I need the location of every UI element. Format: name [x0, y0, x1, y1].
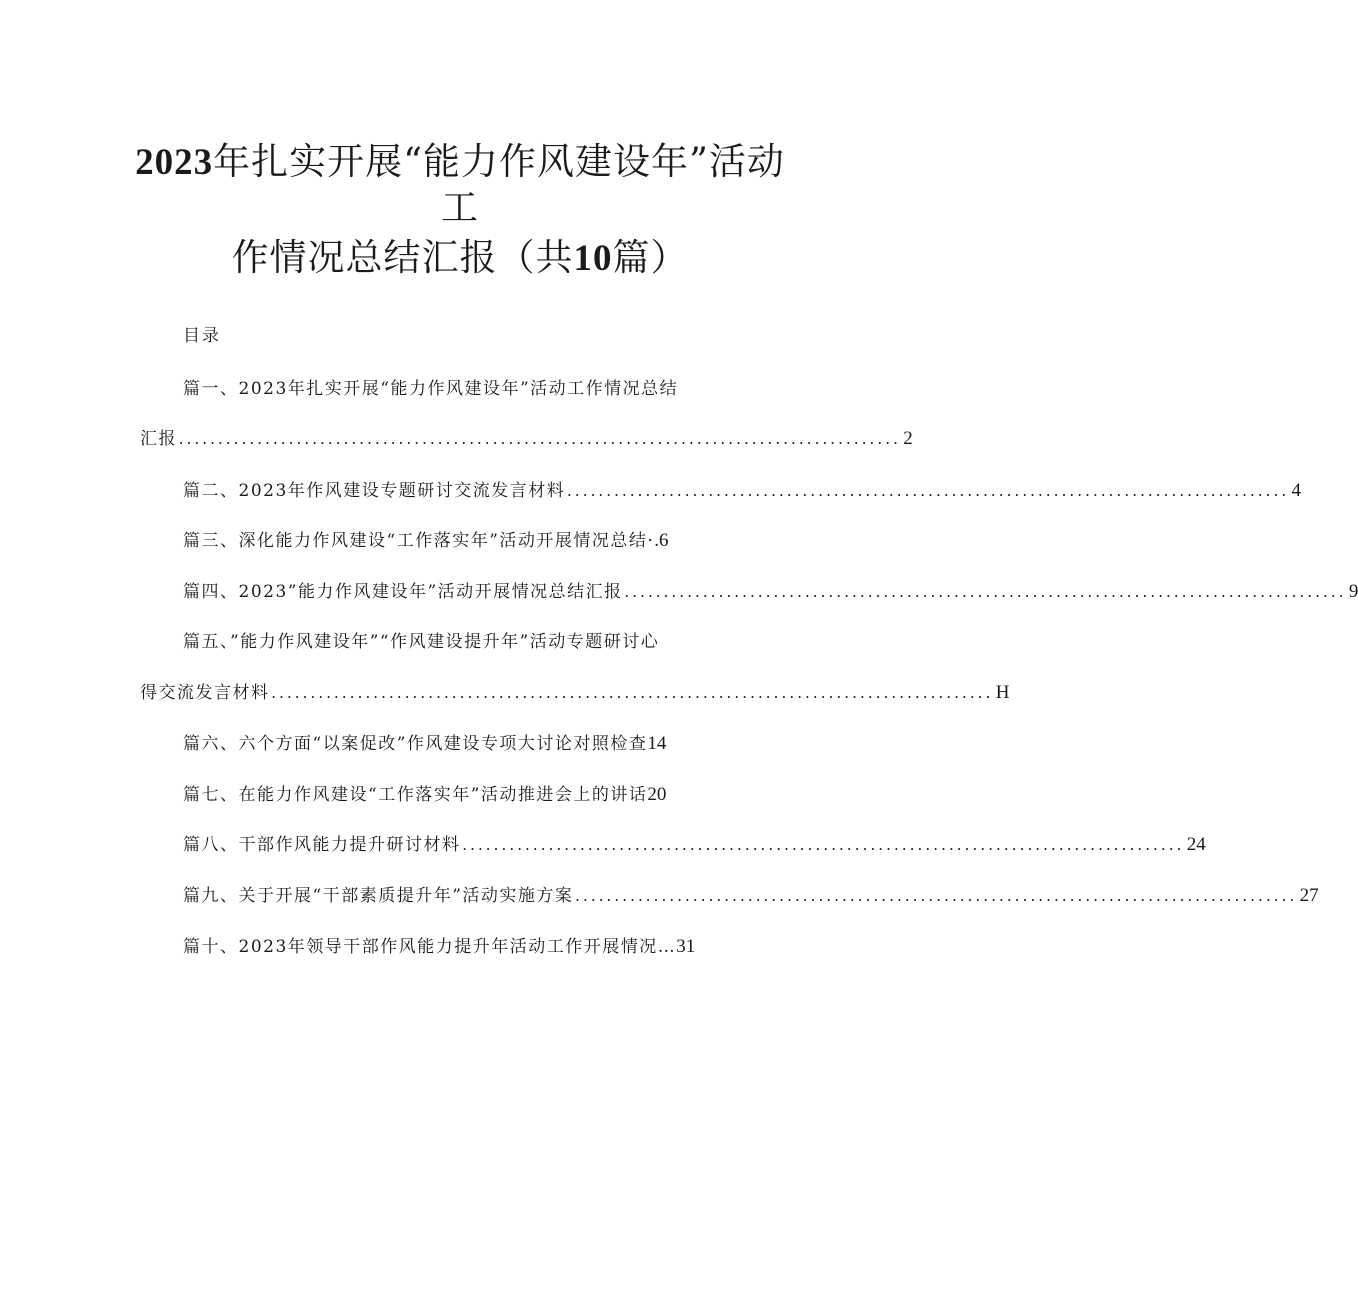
- toc-dot-leader: ............................................................................................: [624, 582, 1347, 601]
- document-title-line-2: 工: [441, 186, 479, 229]
- title-line-1-text: 年扎实开展“能力作风建设年”活动: [213, 140, 785, 183]
- toc-entry-5-page: H: [995, 682, 1010, 703]
- toc-entry-10-label: 篇十、2023年领导干部作风能力提升年活动工作开展情况…: [183, 937, 677, 957]
- toc-entry-1-label: 汇报: [140, 429, 177, 449]
- document-title-line-1: [0, 140, 920, 185]
- toc-heading: 目录: [183, 326, 221, 346]
- toc-entry-10-page: 31: [676, 936, 696, 957]
- toc-entry-7[interactable]: [183, 780, 666, 810]
- title-line-3-pre: 作情况总结汇报（共: [231, 236, 574, 279]
- toc-entry-2-page: 4: [1291, 480, 1301, 501]
- toc-entry-9-page: 27: [1299, 885, 1319, 906]
- toc-dot-leader: ............................................................................................: [271, 683, 994, 702]
- toc-entry-3-page: .6: [654, 530, 669, 551]
- toc-entry-1-page: 2: [903, 428, 913, 449]
- toc-entry-1-line-2[interactable]: [140, 424, 913, 454]
- toc-entry-9[interactable]: [183, 881, 1319, 911]
- toc-dot-leader: ............................................................................................: [575, 886, 1298, 905]
- toc-entry-6-label: 篇六、六个方面“以案促改”作风建设专项大讨论对照检查: [183, 734, 648, 754]
- toc-entry-2[interactable]: [183, 476, 1301, 506]
- toc-entry-5-line-1[interactable]: 篇五、”能力作风建设年”“作风建设提升年”活动专题研讨心: [183, 632, 660, 652]
- toc-entry-4-page: 9: [1348, 581, 1358, 602]
- title-count: 10: [573, 238, 613, 279]
- toc-entry-8[interactable]: [183, 830, 1206, 860]
- toc-entry-3[interactable]: [183, 526, 669, 556]
- toc-dot-leader: ............................................................................................: [179, 429, 902, 448]
- toc-entry-4[interactable]: [183, 577, 1358, 607]
- toc-entry-1-line-1[interactable]: 篇一、2023年扎实开展“能力作风建设年”活动工作情况总结: [183, 379, 679, 399]
- toc-entry-6-page: 14: [647, 733, 667, 754]
- toc-entry-7-page: 20: [647, 784, 667, 805]
- toc-entry-8-page: 24: [1186, 834, 1206, 855]
- toc-entry-10[interactable]: [183, 932, 695, 962]
- toc-dot-leader: ............................................................................................: [567, 481, 1290, 500]
- toc-entry-7-label: 篇七、在能力作风建设“工作落实年”活动推进会上的讲话: [183, 785, 648, 805]
- title-line-3-post: 篇）: [612, 236, 689, 279]
- toc-entry-5-label: 得交流发言材料: [140, 683, 270, 703]
- toc-entry-3-label: 篇三、深化能力作风建设“工作落实年”活动开展情况总结·: [183, 531, 655, 551]
- document-title-line-3: [0, 236, 920, 281]
- title-year: 2023: [135, 142, 214, 183]
- toc-entry-9-label: 篇九、关于开展“干部素质提升年”活动实施方案: [183, 886, 574, 906]
- toc-entry-5-line-2[interactable]: [140, 678, 1010, 708]
- toc-entry-8-label: 篇八、干部作风能力提升研讨材料: [183, 835, 461, 855]
- toc-entry-4-label: 篇四、2023”能力作风建设年”活动开展情况总结汇报: [183, 582, 623, 602]
- toc-entry-6[interactable]: [183, 729, 666, 759]
- toc-dot-leader: ............................................................................................: [462, 835, 1185, 854]
- toc-entry-2-label: 篇二、2023年作风建设专题研讨交流发言材料: [183, 481, 566, 501]
